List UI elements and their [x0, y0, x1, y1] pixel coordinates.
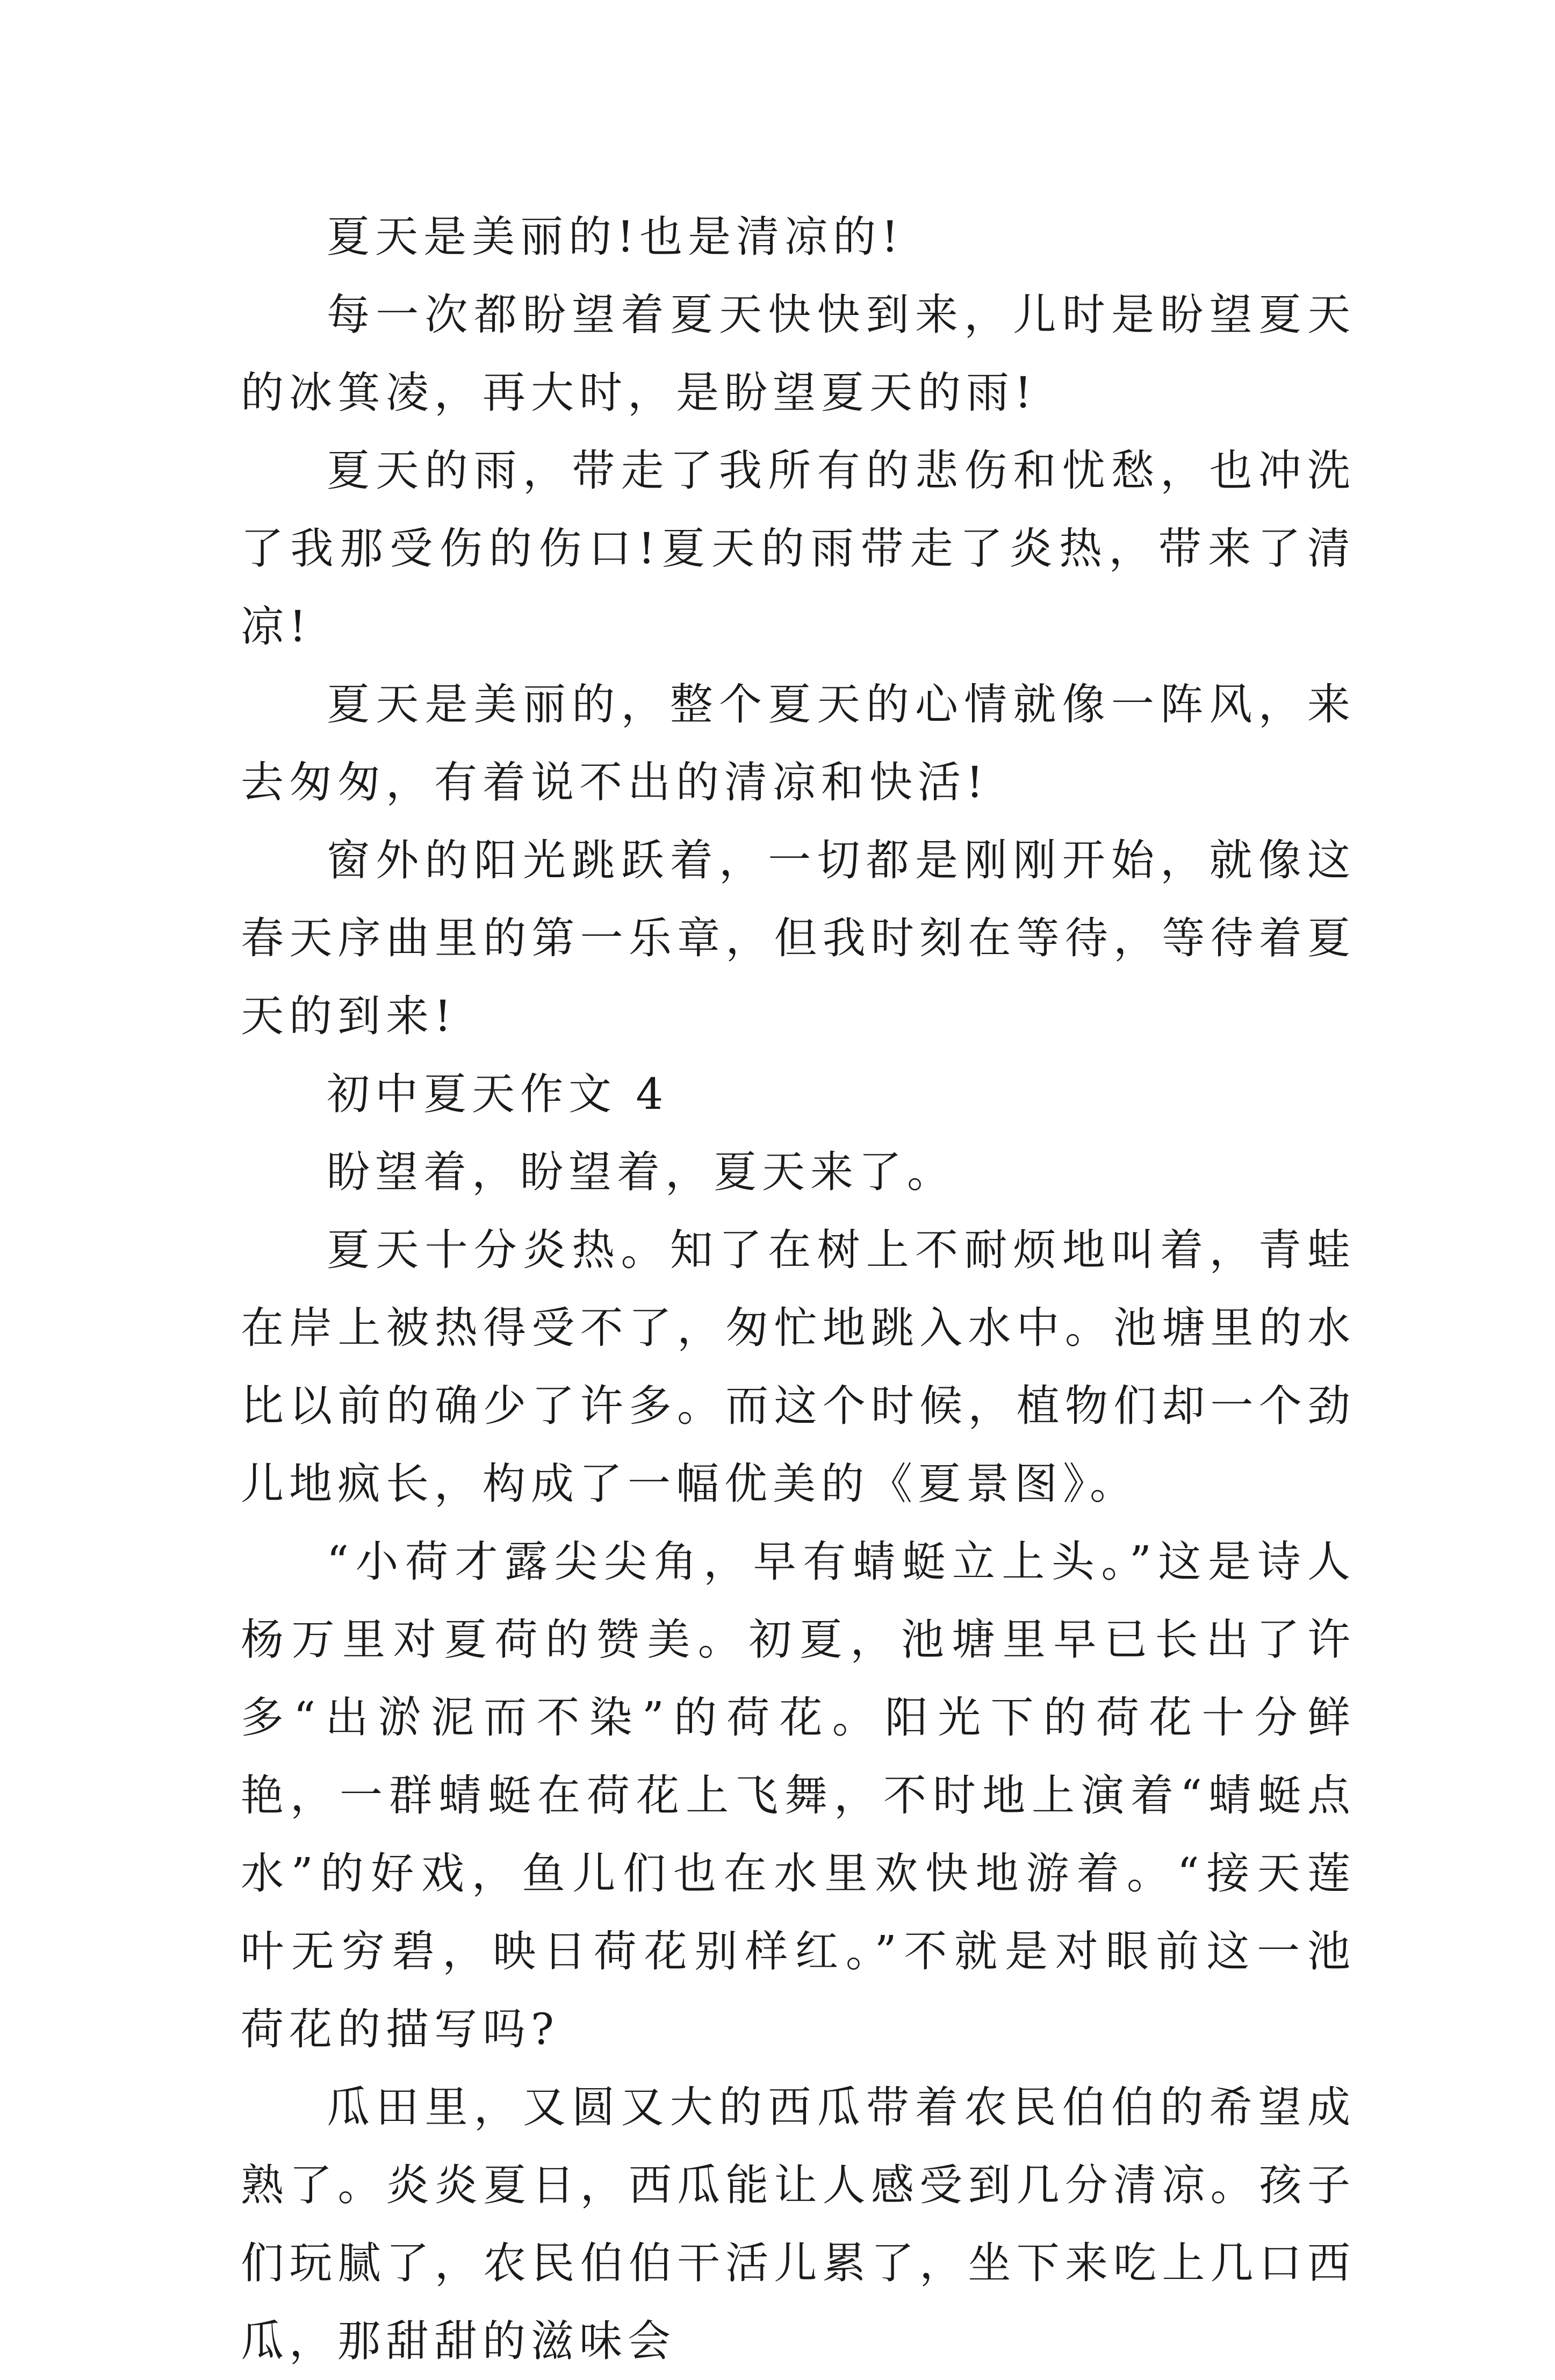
paragraph: 每一次都盼望着夏天快快到来，儿时是盼望夏天的冰箕凌，再大时，是盼望夏天的雨! [241, 290, 1356, 418]
paragraph: 夏天是美丽的，整个夏天的心情就像一阵风，来去匆匆，有着说不出的清凉和快活! [241, 679, 1356, 807]
paragraph: 夏天是美丽的!也是清凉的! [327, 212, 904, 262]
paragraph: 夏天十分炎热。知了在树上不耐烦地叫着，青蛙在岸上被热得受不了，匆忙地跳入水中。池塘里的水比以前的确少了许多。而这个时候，植物们却一个劲儿地疯长，构成了一幅优美的《夏景图》。 [241, 1225, 1356, 1509]
paragraph: 瓜田里，又圆又大的西瓜带着农民伯伯的希望成熟了。炎炎夏日，西瓜能让人感受到几分清凉。孩子们玩腻了，农民伯伯干活儿累了，坐下来吃上几口西瓜，那甜甜的滋味会 [241, 2082, 1356, 2366]
paragraph: 窗外的阳光跳跃着，一切都是刚刚开始，就像这春天序曲里的第一乐章，但我时刻在等待，等待着夏天的到来! [241, 835, 1356, 1041]
section-heading: 初中夏天作文 4 [327, 1069, 669, 1119]
paragraph: 盼望着，盼望着，夏天来了。 [327, 1147, 955, 1197]
document-body [241, 198, 1356, 2380]
paragraph: “小荷才露尖尖角，早有蜻蜓立上头。”这是诗人杨万里对夏荷的赞美。初夏，池塘里早已长出了许多“出淤泥而不染”的荷花。阳光下的荷花十分鲜艳，一群蜻蜓在荷花上飞舞，不时地上演着“蜻蜓点水”的好戏，鱼儿们也在水里欢快地游着。“接天莲叶无穷碧，映日荷花别样红。”不就是对眼前这一池荷花的描写吗? [241, 1537, 1356, 2054]
paragraph: 夏天的雨，带走了我所有的悲伤和忧愁，也冲洗了我那受伤的伤口!夏天的雨带走了炎热，带来了清凉! [241, 446, 1356, 651]
